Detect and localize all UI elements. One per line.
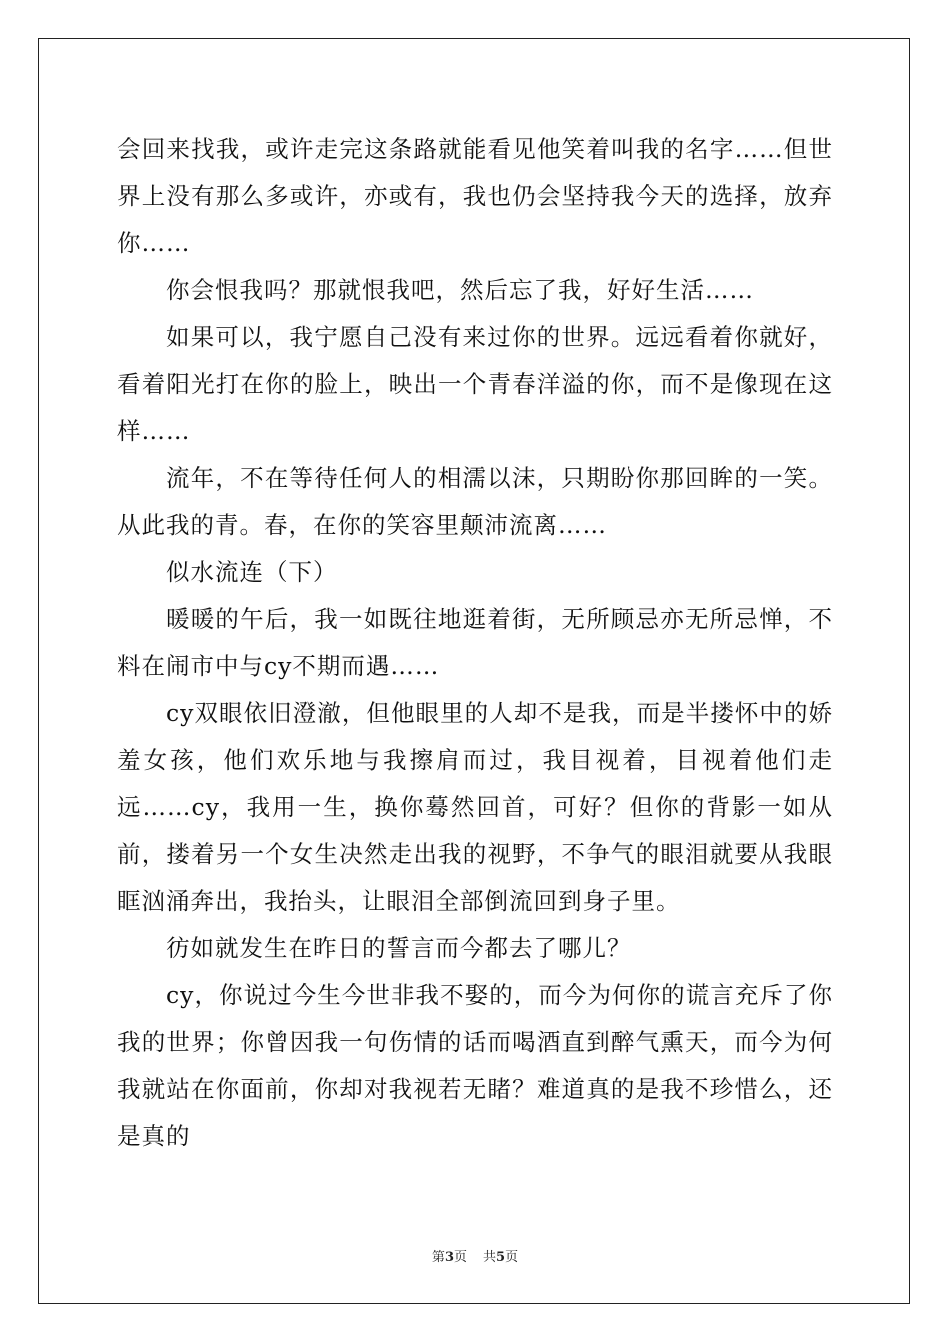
paragraph: 会回来找我，或许走完这条路就能看见他笑着叫我的名字……但世界上没有那么多或许，亦或有，我也仍会坚持我今天的选择，放弃你…… [117,135,833,257]
page-total: 5 [496,1250,506,1265]
paragraph: cy双眼依旧澄澈，但他眼里的人却不是我，而是半搂怀中的娇羞女孩，他们欢乐地与我擦肩而过，我目视着，目视着他们走远……cy，我用一生，换你蓦然回首，可好？但你的背影一如从前，搂着另一个女生决然走出我的视野，不争气的眼泪就要从我眼眶汹涌奔出，我抬头，让眼泪全部倒流回到身子里。 [117,699,833,915]
paragraph: 流年，不在等待任何人的相濡以沫，只期盼你那回眸的一笑。从此我的青。春，在你的笑容里颠沛流离…… [117,464,833,539]
page-current: 3 [444,1250,454,1265]
page-footer [0,1246,950,1265]
section-heading: 似水流连（下） [166,558,338,586]
page-prefix: 第 [431,1250,445,1265]
paragraph: cy，你说过今生今世非我不娶的，而今为何你的谎言充斥了你我的世界；你曾因我一句伤情的话而喝酒直到醉气熏天，而今为何我就站在你面前，你却对我视若无睹？难道真的是我不珍惜么，还是真的 [117,981,833,1150]
paragraph: 暖暖的午后，我一如既往地逛着街，无所顾忌亦无所忌惮，不料在闹市中与cy不期而遇…… [117,605,833,680]
paragraph: 你会恨我吗？那就恨我吧，然后忘了我，好好生活…… [166,276,754,304]
paragraph: 彷如就发生在昨日的誓言而今都去了哪儿？ [166,934,632,962]
page-suffix: 页 [453,1250,467,1265]
paragraph: 如果可以，我宁愿自己没有来过你的世界。远远看着你就好，看着阳光打在你的脸上，映出一个青春洋溢的你，而不是像现在这样…… [117,323,833,445]
total-suffix: 页 [505,1250,519,1265]
document-body [117,126,833,1160]
total-prefix: 共 [483,1250,497,1265]
